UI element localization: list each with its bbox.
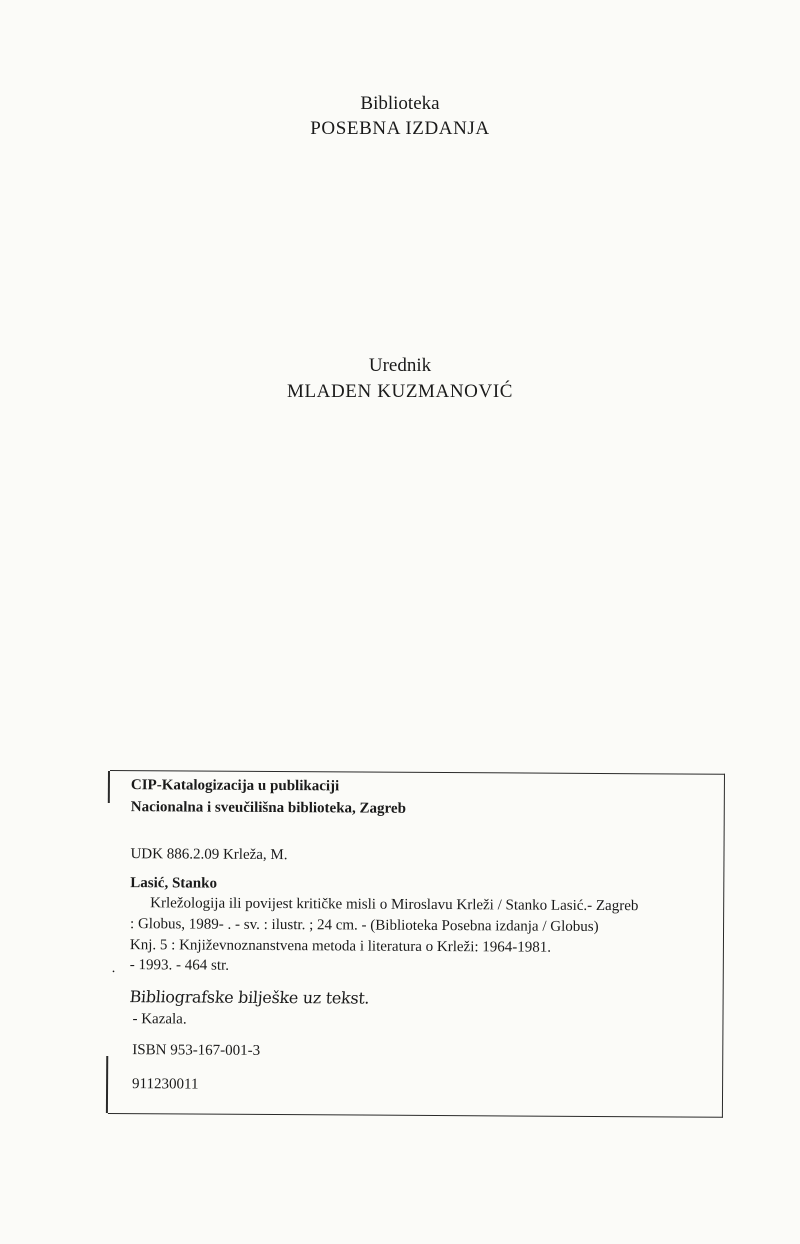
notes-bibliography: Bibliografske bilješke uz tekst.: [128, 987, 371, 1008]
cip-heading-line2: Nacionalna i sveučilišna biblioteka, Zagreb: [130, 799, 407, 817]
notes-index: - Kazala.: [132, 1011, 187, 1028]
cip-heading-line1: CIP-Katalogizacija u publikaciji: [130, 777, 340, 795]
title-description-line3: Knj. 5 : Književnoznanstvena metoda i literatura o Krleži: 1964-1981.: [129, 937, 552, 956]
author-line: Lasić, Stanko: [130, 875, 218, 892]
isbn-line: ISBN 953-167-001-3: [132, 1042, 261, 1059]
series-label: Biblioteka: [360, 93, 440, 114]
series-title: POSEBNA IZDANJA: [310, 118, 490, 139]
cip-record-box: [108, 770, 725, 1118]
box-left-edge-top: [108, 771, 110, 803]
record-number: 911230011: [132, 1076, 199, 1093]
box-left-edge-bottom: [106, 1056, 108, 1113]
editor-name: MLADEN KUZMANOVIĆ: [286, 381, 514, 402]
editor-label: Urednik: [368, 355, 432, 376]
title-description-line4: - 1993. - 464 str.: [129, 957, 230, 974]
title-description-line1: Krležologija ili povijest kritičke misli o Miroslavu Krleži / Stanko Lasić.- Zagreb: [150, 895, 639, 915]
title-description-line2: : Globus, 1989- . - sv. : ilustr. ; 24 cm. - (Biblioteka Posebna izdanja / Globus): [130, 916, 599, 935]
udk-line: UDK 886.2.09 Krleža, M.: [130, 846, 288, 864]
margin-dot: .: [111, 961, 116, 977]
